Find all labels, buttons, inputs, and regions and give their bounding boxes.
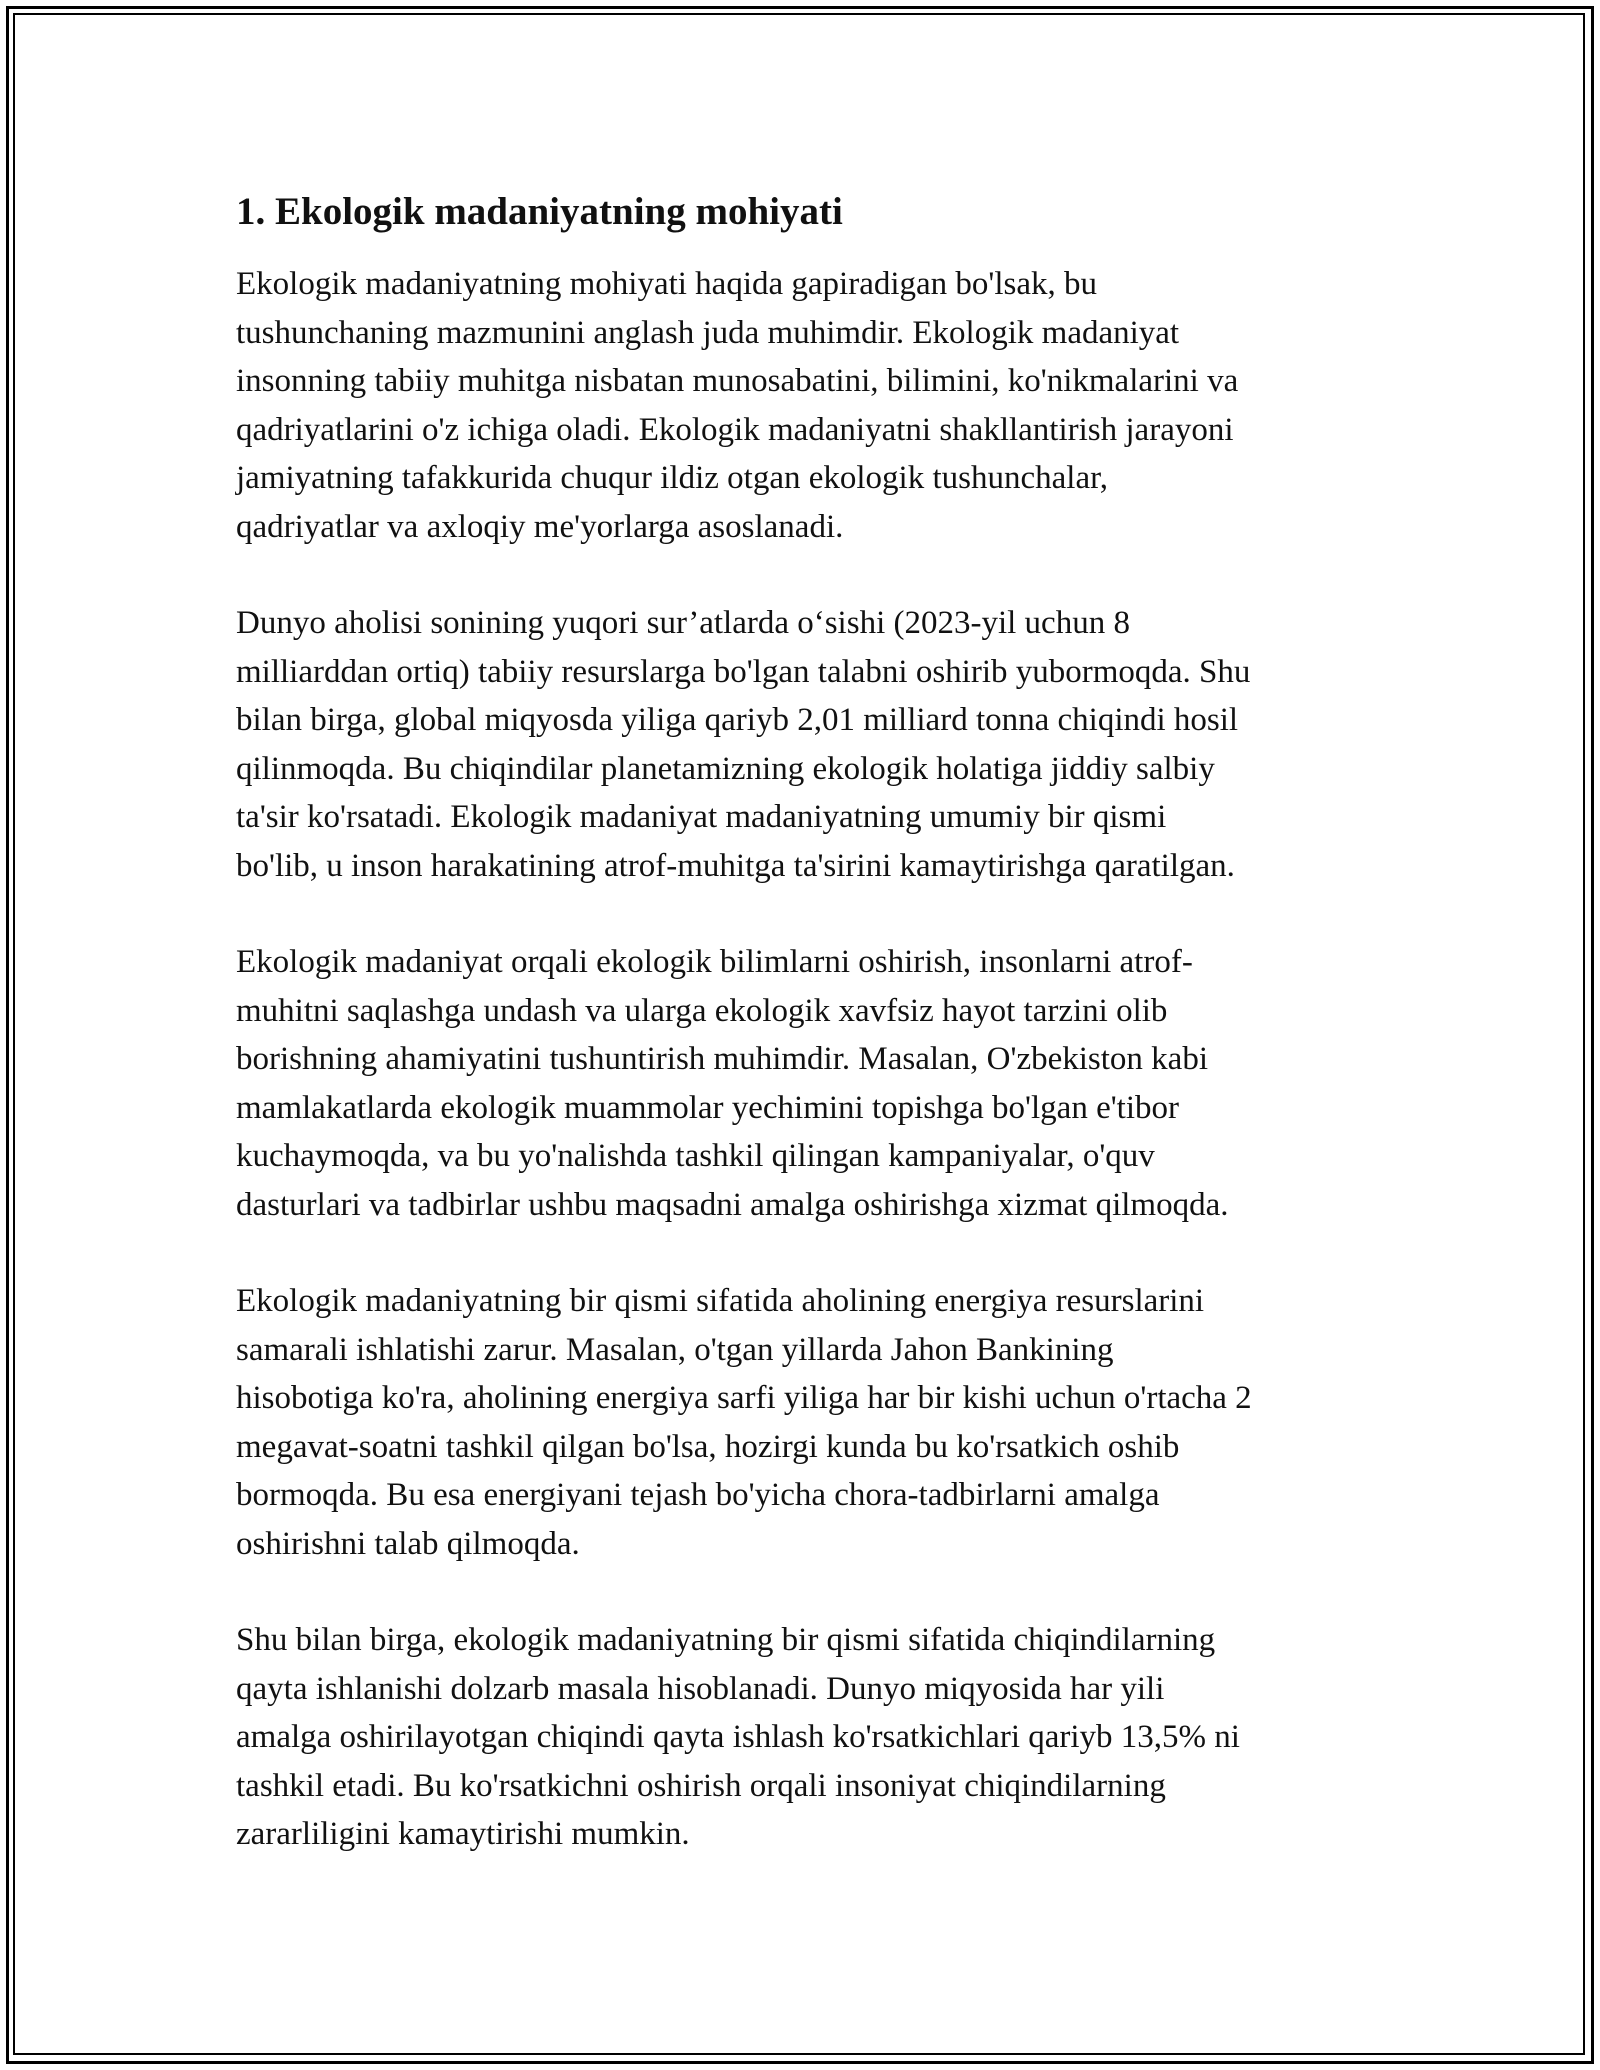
text-line: tushunchaning mazmunini anglash juda muhimdir. Ekologik madaniyat (236, 314, 1180, 351)
document-body (236, 186, 1376, 1907)
text-line: qayta ishlanishi dolzarb masala hisoblanadi. Dunyo miqyosida har yili (236, 1670, 1165, 1707)
section-heading: 1. Ekologik madaniyatning mohiyati (236, 190, 843, 233)
text-line: zararliligini kamaytirishi mumkin. (236, 1816, 690, 1852)
text-line: amalga oshirilayotgan chiqindi qayta ishlash ko'rsatkichlari qariyb 13,5% ni (236, 1719, 1240, 1755)
text-line: oshirishni talab qilmoqda. (236, 1525, 580, 1562)
paragraph-3 (236, 938, 1376, 1229)
text-line: Dunyo aholisi sonining yuqori sur’atlarda o‘sishi (2023-yil uchun 8 (236, 605, 1130, 641)
text-line: hisobotiga ko'ra, aholining energiya sarfi yiliga har bir kishi uchun o'rtacha 2 (236, 1380, 1252, 1416)
paragraph-1 (236, 260, 1376, 551)
text-line: kuchaymoqda, va bu yo'nalishda tashkil qilingan kampaniyalar, o'quv (236, 1138, 1155, 1174)
text-line: Ekologik madaniyat orqali ekologik bilimlarni oshirish, insonlarni atrof- (236, 944, 1193, 980)
text-line: Ekologik madaniyatning bir qismi sifatida aholining energiya resurslarini (236, 1283, 1205, 1319)
text-line: samarali ishlatishi zarur. Masalan, o'tgan yillarda Jahon Bankining (236, 1331, 1114, 1368)
text-line: qadriyatlarini o'z ichiga oladi. Ekologik madaniyatni shakllantirish jarayoni (236, 411, 1234, 448)
text-line: jamiyatning tafakkurida chuqur ildiz otgan ekologik tushunchalar, (236, 460, 1109, 496)
text-line: tashkil etadi. Bu ko'rsatkichni oshirish orqali insoniyat chiqindilarning (236, 1767, 1166, 1804)
text-line: Shu bilan birga, ekologik madaniyatning bir qismi sifatida chiqindilarning (236, 1622, 1216, 1658)
text-line: qilinmoqda. Bu chiqindilar planetamizning ekologik holatiga jiddiy salbiy (236, 750, 1215, 787)
text-line: borishning ahamiyatini tushuntirish muhimdir. Masalan, O'zbekiston kabi (236, 1041, 1209, 1077)
text-line: bo'lib, u inson harakatining atrof-muhitga ta'sirini kamaytirishga qaratilgan. (236, 847, 1235, 884)
text-line: milliarddan ortiq) tabiiy resurslarga bo'lgan talabni oshirib yubormoqda. Shu (236, 653, 1251, 690)
text-line: megavat-soatni tashkil qilgan bo'lsa, hozirgi kunda bu ko'rsatkich oshib (236, 1428, 1180, 1465)
text-line: Ekologik madaniyatning mohiyati haqida gapiradigan bo'lsak, bu (236, 266, 1098, 302)
text-line: qadriyatlar va axloqiy me'yorlarga asoslanadi. (236, 508, 844, 545)
text-line: ta'sir ko'rsatadi. Ekologik madaniyat madaniyatning umumiy bir qismi (236, 799, 1167, 835)
paragraph-5 (236, 1616, 1376, 1859)
text-line: dasturlari va tadbirlar ushbu maqsadni amalga oshirishga xizmat qilmoqda. (236, 1186, 1229, 1223)
text-line: bormoqda. Bu esa energiyani tejash bo'yicha chora-tadbirlarni amalga (236, 1477, 1160, 1513)
paragraph-4 (236, 1277, 1376, 1568)
text-line: muhitni saqlashga undash va ularga ekologik xavfsiz hayot tarzini olib (236, 992, 1168, 1029)
paragraph-2 (236, 599, 1376, 890)
text-line: bilan birga, global miqyosda yiliga qariyb 2,01 milliard tonna chiqindi hosil (236, 702, 1239, 738)
text-line: mamlakatlarda ekologik muammolar yechimini topishga bo'lgan e'tibor (236, 1089, 1179, 1126)
text-line: insonning tabiiy muhitga nisbatan munosabatini, bilimini, ko'nikmalarini va (236, 363, 1239, 399)
